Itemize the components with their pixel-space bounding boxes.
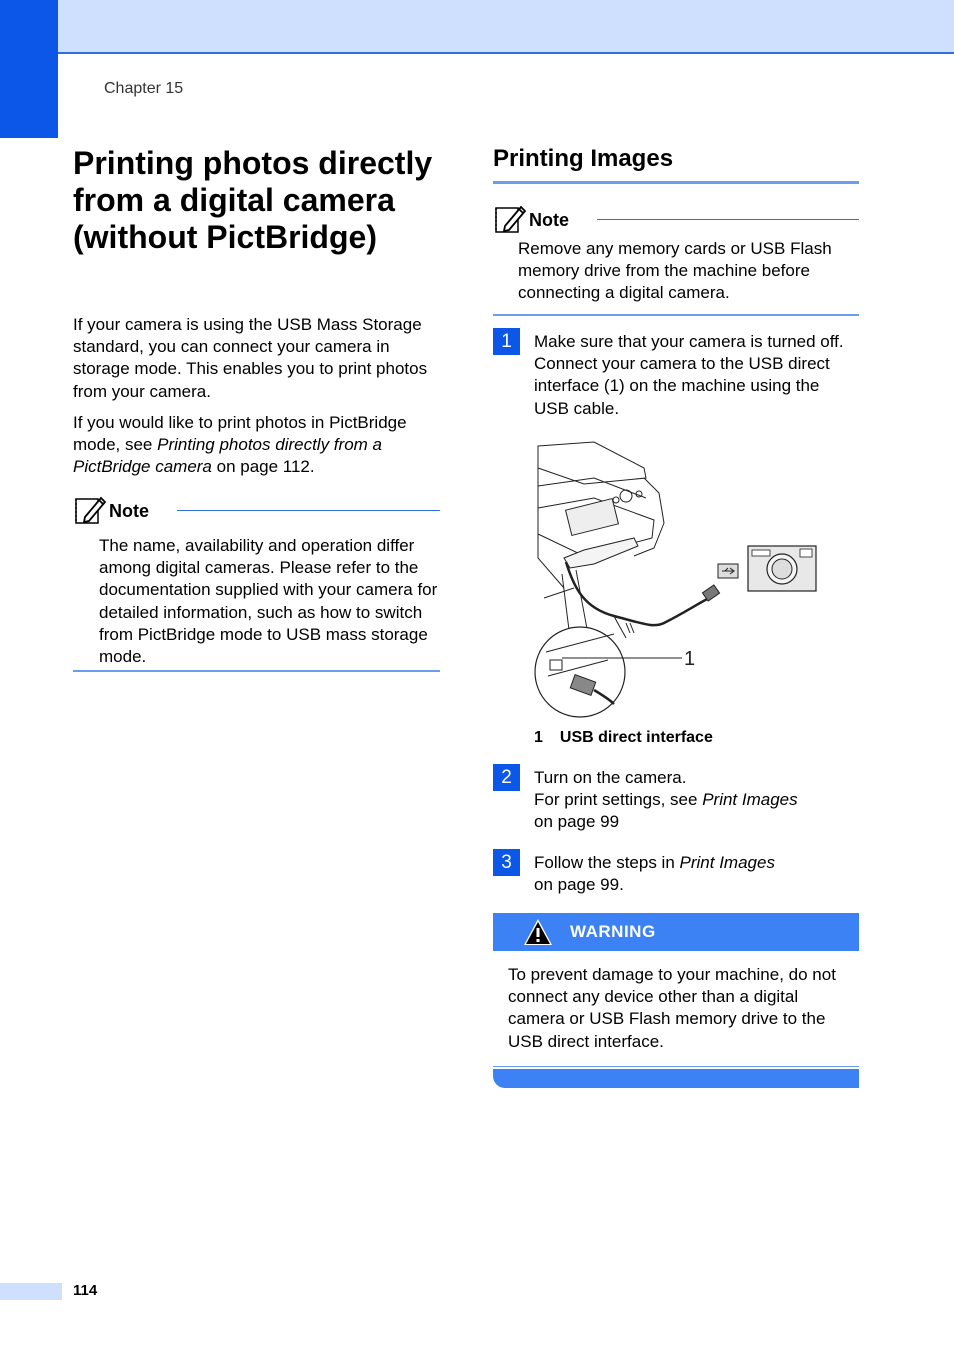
- section-heading: Printing Images: [493, 145, 674, 172]
- caption-number: 1: [534, 729, 543, 746]
- para-text: on page 112.: [211, 457, 315, 477]
- note-divider: [597, 219, 859, 220]
- step-text: [534, 767, 859, 834]
- section-title: Printing photos directly from a digital camera (without PictBridge): [73, 145, 433, 255]
- step-number: 1: [493, 328, 520, 355]
- step-line: on page 99: [534, 812, 620, 832]
- note-box-right: [493, 204, 859, 316]
- warning-rule: [493, 1066, 859, 1067]
- note-body: Remove any memory cards or USB Flash memory drive from the machine before connecting a digital camera.: [518, 239, 832, 303]
- chapter-tab: [0, 0, 58, 138]
- note-bottom-rule: [73, 670, 440, 672]
- para-text: If you would like to print photos in PictBridge mode, see: [73, 413, 407, 455]
- intro-paragraph: If your camera is using the USB Mass Storage standard, you can connect your camera in storage mode. This enables you to print photos from your camera.: [73, 315, 428, 401]
- note-bottom-rule: [493, 314, 859, 316]
- note-header: [493, 204, 859, 234]
- print-images-link[interactable]: Print Images: [679, 853, 775, 872]
- page-number-strip: [0, 1283, 62, 1300]
- note-body: The name, availability and operation differ among digital cameras. Please refer to the documentation supplied with your camera for detailed information, such as how to switch from PictBridge mode to USB mass storage mode.: [99, 536, 438, 667]
- step-2: [493, 764, 859, 834]
- header-band: [58, 0, 954, 54]
- usb-connection-illustration: [534, 438, 834, 723]
- pictbridge-link[interactable]: Printing photos directly from a PictBridge camera: [73, 435, 382, 477]
- step-text: [534, 852, 859, 896]
- note-divider: [177, 510, 440, 511]
- warning-body: To prevent damage to your machine, do not connect any device other than a digital camera or USB Flash memory drive to the USB direct interface.: [508, 965, 836, 1051]
- caption-text: USB direct interface: [559, 729, 713, 746]
- note-box-left: [73, 495, 440, 672]
- note-title: Note: [529, 210, 569, 230]
- warning-title: WARNING: [570, 922, 656, 941]
- figure-caption: [534, 729, 713, 747]
- page-number: 114: [73, 1282, 98, 1299]
- chapter-label: Chapter 15: [104, 80, 184, 97]
- step-line-text: Follow the steps in: [534, 853, 680, 872]
- note-header: [73, 495, 440, 525]
- note-icon: [73, 495, 107, 525]
- heading-rule: [493, 181, 859, 184]
- step-line: [534, 789, 859, 811]
- note-icon: [493, 204, 527, 234]
- step-line: [534, 852, 859, 874]
- figure-callout: 1: [684, 648, 696, 670]
- warning-footer-band: [493, 1069, 859, 1088]
- step-line: on page 99.: [534, 875, 624, 895]
- step-text: Make sure that your camera is turned off. Connect your camera to the USB direct interface (1) on the machine using the USB cable.: [534, 332, 844, 418]
- note-title: Note: [109, 501, 149, 521]
- warning-header: [493, 913, 859, 951]
- pictbridge-reference-paragraph: [73, 412, 443, 479]
- step-1: [493, 328, 859, 418]
- step-line-text: For print settings, see: [534, 790, 703, 810]
- step-3: [493, 849, 859, 899]
- step-number: 3: [493, 849, 520, 876]
- print-images-link[interactable]: Print Images: [702, 790, 798, 810]
- warning-icon: [523, 918, 553, 946]
- step-line: Turn on the camera.: [534, 768, 687, 787]
- step-number: 2: [493, 764, 520, 791]
